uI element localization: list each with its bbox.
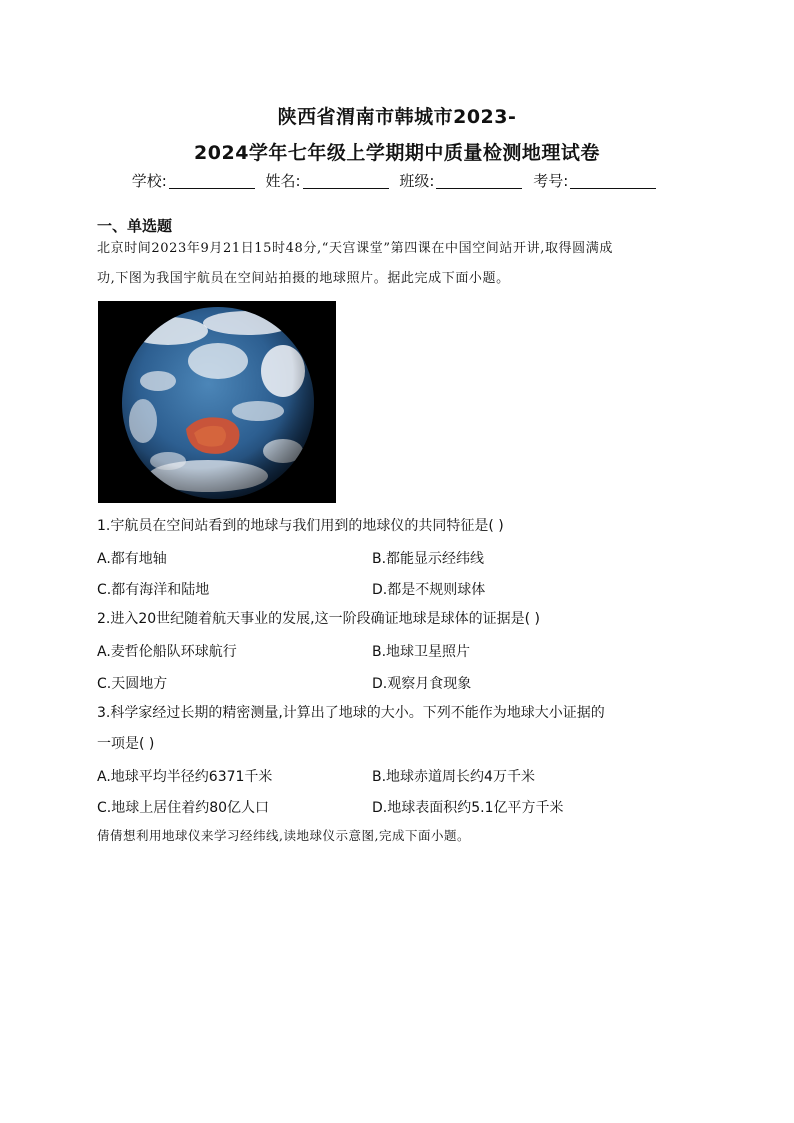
intro-line-1: 北京时间2023年9月21日15时48分,“天宫课堂”第四课在中国空间站开讲,取得圆满成 (97, 241, 613, 256)
exam-number-label: 考号: (533, 172, 569, 190)
question-3-option-d[interactable]: D.地球表面积约5.1亿平方千米 (372, 800, 564, 816)
question-1-option-a[interactable]: A.都有地轴 (97, 551, 167, 567)
question-3-option-a[interactable]: A.地球平均半径约6371千米 (97, 769, 273, 785)
question-2-option-a[interactable]: A.麦哲伦船队环球航行 (97, 644, 237, 660)
name-label: 姓名: (265, 172, 301, 190)
question-2-stem: 2.进入20世纪随着航天事业的发展,这一阶段确证地球是球体的证据是( ) (97, 611, 540, 627)
exam-title-line-1: 陕西省渭南市韩城市2023- (277, 106, 517, 128)
question-3-stem-line-2: 一项是( ) (97, 736, 155, 752)
earth-photo (98, 301, 336, 503)
question-3-option-b[interactable]: B.地球赤道周长约4万千米 (372, 769, 535, 785)
student-info-row (0, 170, 794, 191)
next-question-intro: 倩倩想利用地球仪来学习经纬线,读地球仪示意图,完成下面小题。 (97, 828, 470, 843)
question-1-option-c[interactable]: C.都有海洋和陆地 (97, 582, 210, 598)
school-label: 学校: (131, 172, 167, 190)
section-heading: 一、单选题 (97, 217, 173, 235)
class-blank[interactable] (436, 174, 522, 189)
question-1-option-b[interactable]: B.都能显示经纬线 (372, 551, 485, 567)
earth-globe-illustration (98, 301, 336, 503)
intro-line-2: 功,下图为我国宇航员在空间站拍摄的地球照片。据此完成下面小题。 (97, 271, 510, 286)
question-2-option-c[interactable]: C.天圆地方 (97, 676, 168, 692)
question-2-option-b[interactable]: B.地球卫星照片 (372, 644, 471, 660)
name-blank[interactable] (303, 174, 389, 189)
question-3-option-c[interactable]: C.地球上居住着约80亿人口 (97, 800, 270, 816)
exam-number-blank[interactable] (570, 174, 656, 189)
class-label: 班级: (399, 172, 435, 190)
intro-paragraph (97, 234, 707, 294)
question-1-stem: 1.宇航员在空间站看到的地球与我们用到的地球仪的共同特征是( ) (97, 518, 504, 534)
question-3-stem-line-1: 3.科学家经过长期的精密测量,计算出了地球的大小。下列不能作为地球大小证据的 (97, 705, 605, 721)
exam-title-line-2: 2024学年七年级上学期期中质量检测地理试卷 (194, 142, 600, 164)
school-blank[interactable] (169, 174, 255, 189)
question-1-option-d[interactable]: D.都是不规则球体 (372, 582, 486, 598)
question-2-option-d[interactable]: D.观察月食现象 (372, 676, 472, 692)
question-3-stem (97, 698, 707, 760)
